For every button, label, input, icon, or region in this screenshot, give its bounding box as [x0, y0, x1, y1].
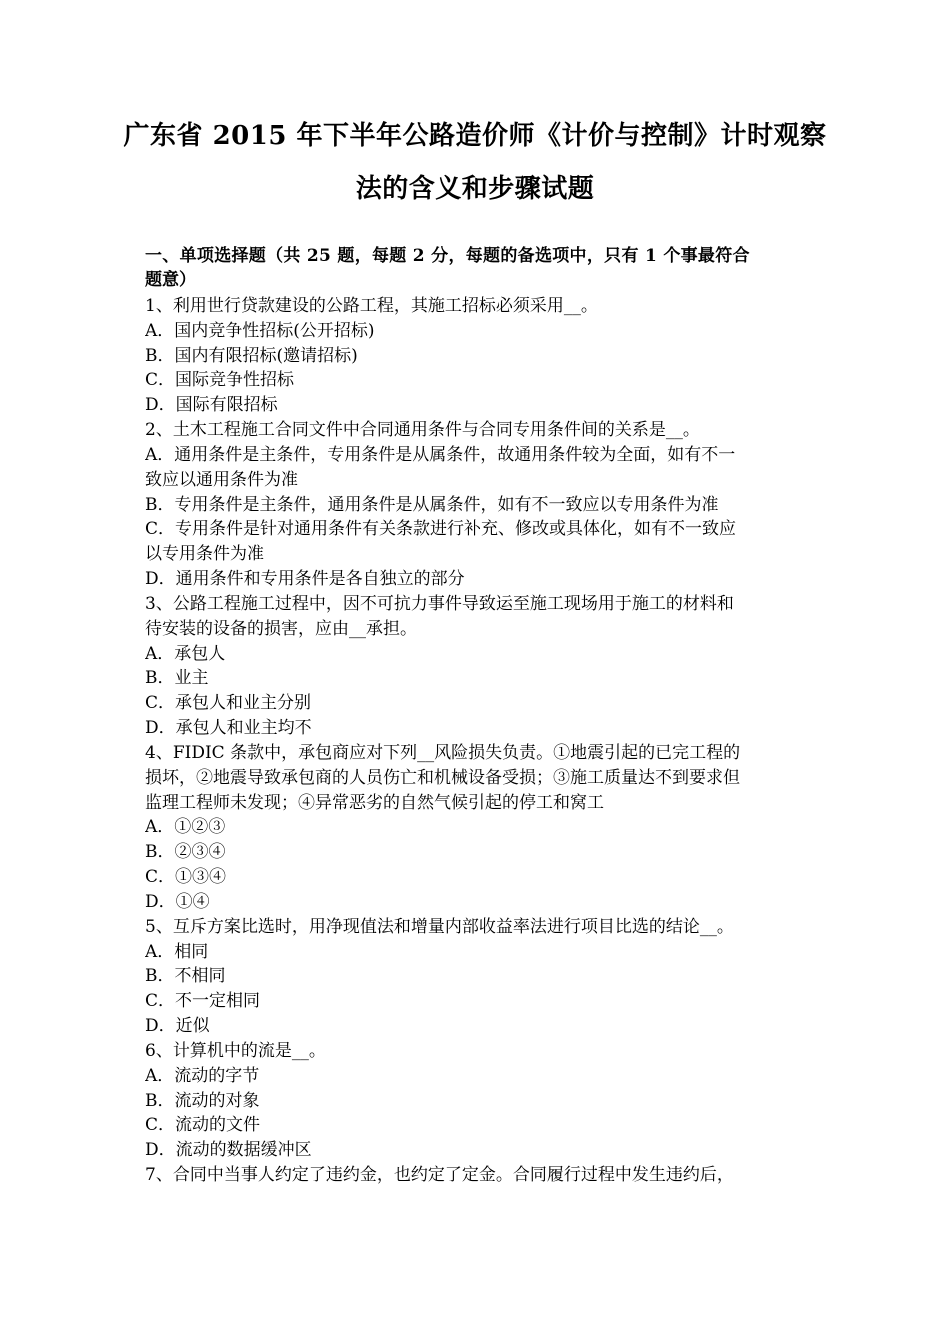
text-line: B．②③④	[145, 842, 226, 863]
section-header-line-2: 题意）	[145, 270, 196, 290]
text-line: C．国际竞争性招标	[145, 370, 295, 391]
text-line: A．通用条件是主条件，专用条件是从属条件，故通用条件较为全面，如有不一	[145, 444, 736, 465]
text-line: 5、互斥方案比选时，用净现值法和增量内部收益率法进行项目比选的结论__。	[145, 916, 734, 937]
text-line: C．承包人和业主分别	[145, 693, 312, 714]
text-line: D．①④	[145, 891, 210, 912]
text-line: 2、土木工程施工合同文件中合同通用条件与合同专用条件间的关系是__。	[145, 420, 700, 441]
text-line: D．承包人和业主均不	[145, 718, 312, 739]
text-line: D．流动的数据缓冲区	[145, 1140, 312, 1161]
text-line: 监理工程师未发现；④异常恶劣的自然气候引起的停工和窝工	[145, 792, 604, 813]
section-header-line-1: 一、单项选择题（共 25 题，每题 2 分，每题的备选项中，只有 1 个事最符合	[145, 246, 750, 266]
text-line: 3、公路工程施工过程中，因不可抗力事件导致运至施工现场用于施工的材料和	[145, 593, 734, 614]
text-line: C．不一定相同	[145, 991, 261, 1012]
text-line: A．流动的字节	[145, 1065, 260, 1086]
text-line: D．通用条件和专用条件是各自独立的部分	[145, 569, 465, 590]
text-line: C．①③④	[145, 867, 227, 888]
text-line: 损坏，②地震导致承包商的人员伤亡和机械设备受损；③施工质量达不到要求但	[145, 767, 740, 788]
document-title-line-2: 法的含义和步骤试题	[355, 174, 595, 204]
document-title-line-1: 广东省 2015 年下半年公路造价师《计价与控制》计时观察	[123, 121, 827, 151]
text-line: C．流动的文件	[145, 1115, 261, 1136]
text-line: A．相同	[145, 941, 209, 962]
text-line: D．近似	[145, 1016, 210, 1037]
text-line: 4、FIDIC 条款中，承包商应对下列__风险损失负责。①地震引起的已完工程的	[145, 742, 741, 763]
text-line: C．专用条件是针对通用条件有关条款进行补充、修改或具体化，如有不一致应	[145, 519, 737, 540]
text-line: 1、利用世行贷款建设的公路工程，其施工招标必须采用__。	[145, 296, 598, 316]
text-line: B．不相同	[145, 966, 226, 987]
text-line: B．专用条件是主条件，通用条件是从属条件，如有不一致应以专用条件为准	[145, 494, 719, 515]
text-line: B．流动的对象	[145, 1090, 260, 1111]
text-line: B．国内有限招标(邀请招标)	[145, 345, 358, 366]
text-line: 待安装的设备的损害，应由__承担。	[145, 618, 417, 639]
text-line: 以专用条件为准	[145, 544, 264, 565]
question-list	[145, 294, 813, 1188]
text-line: A．①②③	[145, 817, 226, 838]
text-line: B．业主	[145, 668, 209, 689]
text-line: 6、计算机中的流是__。	[145, 1040, 326, 1061]
text-line: A．国内竞争性招标(公开招标)	[145, 320, 375, 341]
text-line: 7、合同中当事人约定了违约金，也约定了定金。合同履行过程中发生违约后，	[145, 1164, 734, 1185]
text-line: D．国际有限招标	[145, 395, 278, 416]
text-line: A．承包人	[145, 643, 226, 664]
text-line: 致应以通用条件为准	[145, 469, 298, 490]
